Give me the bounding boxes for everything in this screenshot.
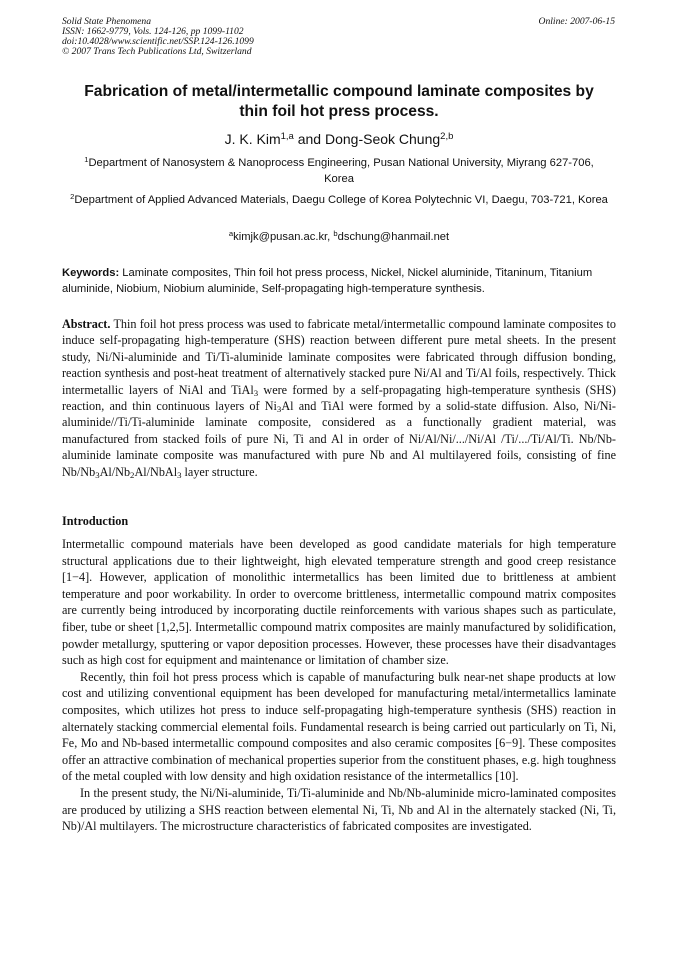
introduction-heading: Introduction xyxy=(62,514,129,528)
journal-doi[interactable]: doi:10.4028/www.scientific.net/SSP.124-126.1099 xyxy=(62,36,254,47)
author-line xyxy=(60,130,618,148)
journal-header xyxy=(62,17,254,57)
online-date: Online: 2007-06-15 xyxy=(538,16,615,27)
affiliation-1-text: Department of Nanosystem & Nanoprocess Engineering, Pusan National University, Miyrang 627-706, Korea xyxy=(88,157,594,185)
paper-title: Fabrication of metal/intermetallic compound laminate composites by thin foil hot press process. xyxy=(84,83,594,120)
author-2: Dong-Seok Chung xyxy=(324,131,441,147)
introduction-body xyxy=(62,536,616,835)
introduction-paragraph-1: Intermetallic compound materials have been developed as good candidate materials for high temperature structural applications due to their lightweight, high elevated temperature strength and good creep resistance [1−4]. However, application of monolithic intermetallics has been limited due to brittleness at ambient temperature and poor workability. In order to overcome brittleness, intermetallic compound matrix composites are currently being introduced by incorporating ductile reinforcements with various shapes such as particulate, fiber, tube or sheet [1,2,5]. Intermetallic compound matrix composites are mainly manufactured by solidification, powder metallurgy, sputtering or vapor deposition processes. However, these processes have their disadvantages such as high cost for equipment and maintenance or limitation of chamber size. xyxy=(62,537,616,668)
affiliation-1-marker: 1 xyxy=(84,154,89,164)
abstract-subscript: 3 xyxy=(253,387,259,398)
email-b[interactable]: dschung@hanmail.net xyxy=(337,231,450,243)
email-b-marker: b xyxy=(333,228,338,238)
affiliation-2-text: Department of Applied Advanced Materials, Daegu College of Korea Polytechnic VI, Daegu, 703-721, Korea xyxy=(74,194,608,206)
affiliation-2 xyxy=(70,192,608,208)
abstract-text-2: were formed by a self-propagating high-temperature synthesis (SHS) reaction, and thin continuous layers of Ni xyxy=(62,382,616,414)
author-1: J. K. Kim xyxy=(224,131,281,147)
author-1-marker: 1,a xyxy=(280,130,294,142)
keywords-text: Laminate composites, Thin foil hot press process, Nickel, Nickel aluminide, Titaninum, Titanium aluminide, Niobium, Niobium aluminide, Self-propagating high-temperature synthesis. xyxy=(62,267,593,295)
abstract-text-4: Al/Nb xyxy=(99,464,131,479)
affiliation-1 xyxy=(70,155,608,187)
abstract-label: Abstract. xyxy=(62,317,111,331)
keywords-label: Keywords: xyxy=(62,267,120,279)
abstract-text-1: Thin foil hot press process was used to fabricate metal/intermetallic compound laminate composites to induce self-propagating high-temperature (SHS) reaction between different pure metal sheets. In the present study, Ni/Ni-aluminide and Ti/Ti-aluminide laminate composites were fabricated through diffusion bonding, reaction synthesis and post-heat treatment of alternatively stacked pure Ni/Al and Ti/Al foils, respectively. Thick intermetallic layers of NiAl and TiAl xyxy=(62,317,616,397)
keywords-block xyxy=(62,265,616,297)
abstract-subscript: 3 xyxy=(95,469,100,480)
journal-copyright: © 2007 Trans Tech Publications Ltd, Switzerland xyxy=(62,46,252,57)
journal-issn: ISSN: 1662-9779, Vols. 124-126, pp 1099-1102 xyxy=(62,26,244,37)
email-a[interactable]: kimjk@pusan.ac.kr, xyxy=(233,231,334,243)
author-emails xyxy=(70,229,608,245)
introduction-paragraph-2: Recently, thin foil hot press process which is capable of manufacturing bulk near-net shape products at low cost and utilizing conventional equipment has been developed for manufacturing metal/intermetallics laminate composites, which utilizes hot press to induce self-propagating high-temperature synthesis (SHS) reaction in alternately stacking commercial elemental foils. Fundamental research is being carried out particularly on Ti, Ni, Fe, Mo and Nb-based intermetallic compound composites and also ceramic composites [6−9]. These composites offer an attractive combination of mechanical properties superior from the constituent phases, e.g. high toughness of the metal coupled with low density and high oxidation resistance of the intermetallics [10]. xyxy=(62,669,616,784)
abstract-block xyxy=(62,316,616,480)
affiliation-2-marker: 2 xyxy=(70,191,75,201)
abstract-subscript: 3 xyxy=(177,469,182,480)
introduction-paragraph-3: In the present study, the Ni/Ni-aluminide, Ti/Ti-aluminide and Nb/Nb-aluminide micro-laminated composites are produced by utilizing a SHS reaction between elemental Ni, Ti, Nb and Al in the alternately stacked (Ni, Ti, Nb)/Al multilayers. The microstructure characteristics of fabricated composites are investigated. xyxy=(62,785,616,834)
author-2-marker: 2,b xyxy=(440,130,454,142)
email-a-marker: a xyxy=(228,228,234,238)
journal-name: Solid State Phenomena xyxy=(62,16,151,27)
abstract-subscript: 2 xyxy=(130,469,135,480)
abstract-text-5: Al/NbAl xyxy=(134,464,178,479)
abstract-text-3: Al and TiAl were formed by a solid-state diffusion. Also, Ni/Ni-aluminide//Ti/Ti-aluminide laminate composite, considered as a functionally gradient material, was manufactured from stacked foils of pure Ni, Ti and Al in order of Ni/Al/Ni/.../Ni/Al /Ti/.../Ti/Al/Ti. Nb/Nb-aluminide laminate composite was manufactured with pure Nb and Al multilayered foils, consisting of fine Nb/Nb xyxy=(62,399,616,479)
abstract-text-6: layer structure. xyxy=(181,464,258,479)
author-conjunction: and xyxy=(293,131,325,147)
abstract-subscript: 3 xyxy=(276,404,282,415)
